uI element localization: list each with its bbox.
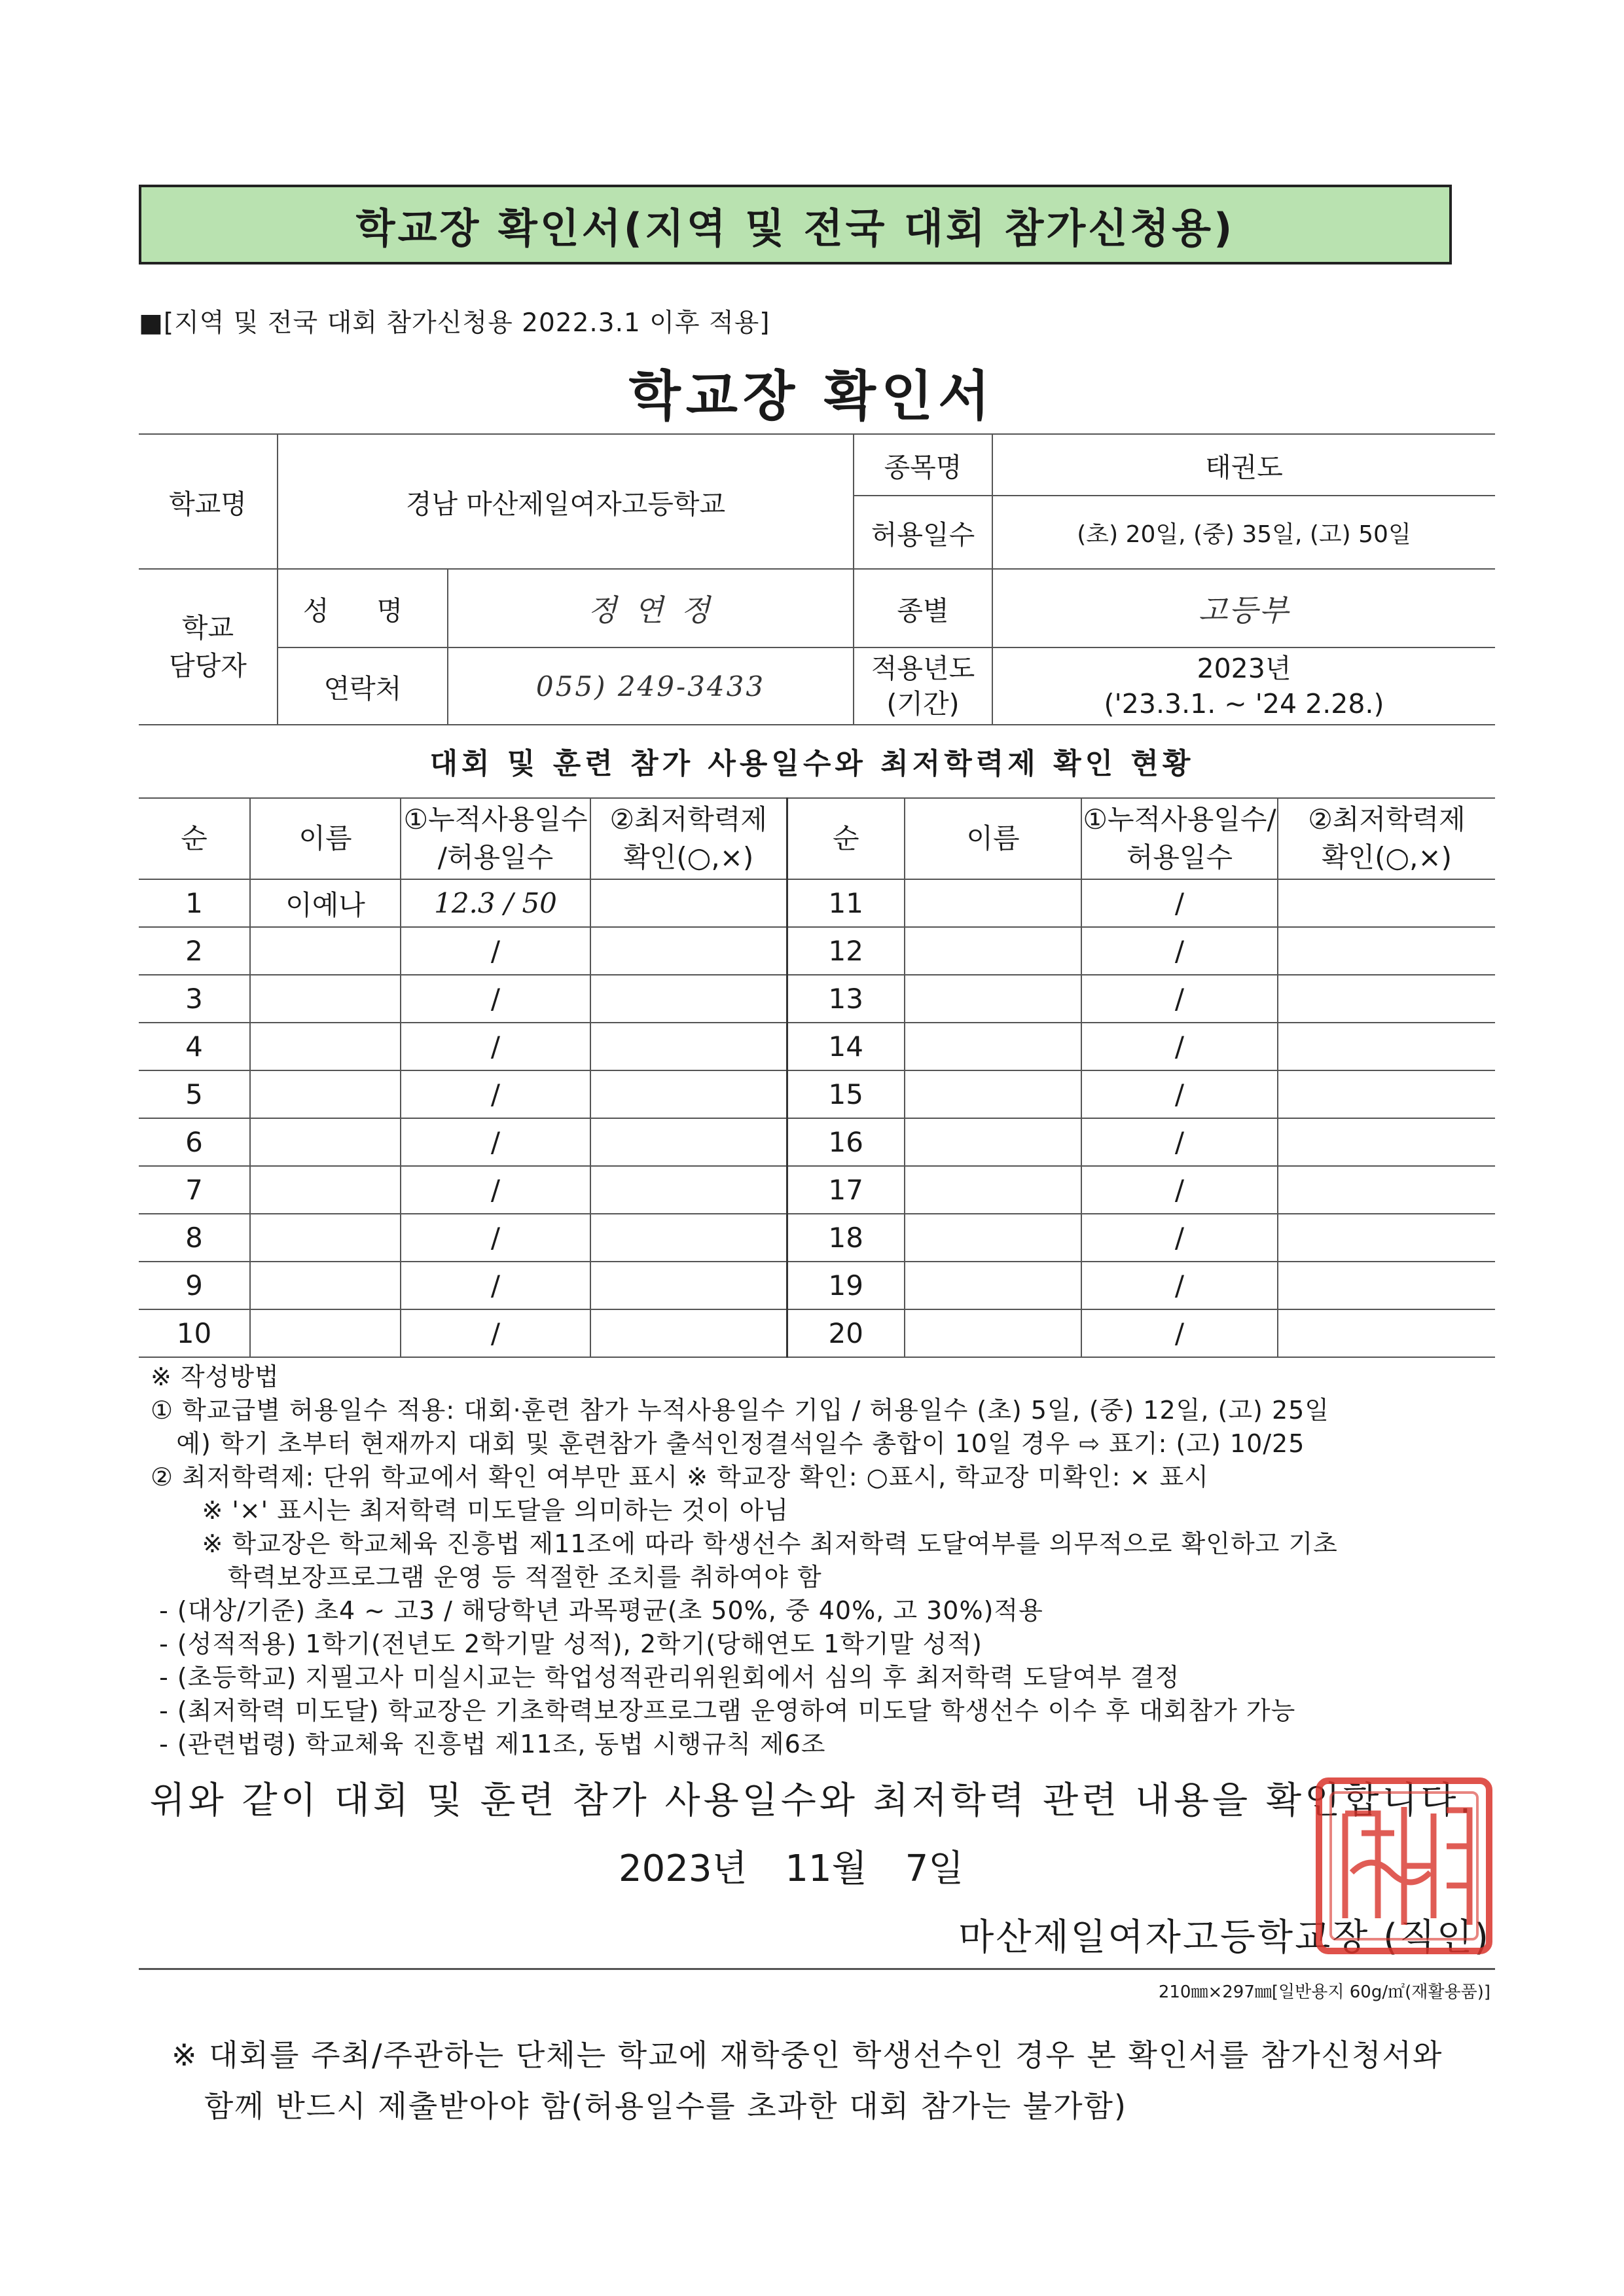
col-days-line-2: /허용일수 — [437, 841, 554, 873]
row-days: / — [401, 1023, 590, 1070]
instruction-line: ① 학교급별 허용일수 적용: 대회·훈련 참가 누적사용일수 기입 / 허용일수 (초) 5일, (중) 12일, (고) 25일 — [151, 1396, 1330, 1425]
row-name — [250, 927, 401, 975]
header-box-title: 학교장 확인서(지역 및 전국 대회 참가신청용) — [355, 204, 1235, 252]
col-days-line-1: ①누적사용일수 — [403, 803, 588, 835]
row-number: 10 — [139, 1309, 250, 1357]
row-number-right: 11 — [787, 879, 905, 927]
row-name: 이예나 — [250, 879, 401, 927]
row-name-right — [905, 1214, 1081, 1262]
row-number-right: 15 — [787, 1070, 905, 1118]
table-header-row — [139, 798, 1495, 879]
row-check — [590, 1309, 787, 1357]
row-name-right — [905, 1166, 1081, 1214]
instruction-line: ※ '×' 표시는 최저학력 미도달을 의미하는 것이 아님 — [151, 1496, 789, 1525]
row-name-right — [905, 975, 1081, 1023]
row-name — [250, 1166, 401, 1214]
row-check-right — [1278, 1309, 1495, 1357]
row-days-right: / — [1081, 1070, 1278, 1118]
row-days: / — [401, 1166, 590, 1214]
staff-label-line-2: 담당자 — [169, 650, 247, 682]
sport-value: 태권도 — [992, 434, 1495, 496]
school-value: 경남 마산제일여자고등학교 — [278, 434, 854, 569]
row-check-right — [1278, 1166, 1495, 1214]
table-row — [139, 1118, 1495, 1166]
row-check — [590, 879, 787, 927]
row-check-right — [1278, 1023, 1495, 1070]
row-check — [590, 1262, 787, 1309]
row-check — [590, 1070, 787, 1118]
writing-instructions — [151, 1360, 1492, 1761]
col-check-right-line-2: 확인(○,×) — [1321, 841, 1453, 873]
col-check-right — [1278, 798, 1495, 879]
row-name-right — [905, 1309, 1081, 1357]
row-number-right: 20 — [787, 1309, 905, 1357]
row-check — [590, 1023, 787, 1070]
table-row — [139, 1166, 1495, 1214]
year-label-line-2: (기간) — [886, 688, 960, 720]
row-name-right — [905, 879, 1081, 927]
row-name-right — [905, 927, 1081, 975]
row-number-right: 18 — [787, 1214, 905, 1262]
row-days: / — [401, 1118, 590, 1166]
year-label-line-1: 적용년도 — [871, 653, 975, 684]
col-no: 순 — [139, 798, 250, 879]
row-check-right — [1278, 879, 1495, 927]
confirmation-statement: 위와 같이 대회 및 훈련 참가 사용일수와 최저학력 관련 내용을 확인합니다. — [149, 1779, 1475, 1822]
info-table — [139, 433, 1495, 725]
row-check-right — [1278, 927, 1495, 975]
row-days: / — [401, 1309, 590, 1357]
allowed-days-value: (초) 20일, (중) 35일, (고) 50일 — [992, 496, 1495, 569]
instruction-line: - (최저학력 미도달) 학교장은 기초학력보장프로그램 운영하여 미도달 학생선수 이수 후 대회참가 가능 — [151, 1696, 1296, 1725]
row-days-right: / — [1081, 927, 1278, 975]
year-value-line-2: ('23.3.1. ~ '24 2.28.) — [1104, 688, 1384, 720]
row-check — [590, 1214, 787, 1262]
row-name — [250, 1309, 401, 1357]
instruction-line: - (성적적용) 1학기(전년도 2학기말 성적), 2학기(당해연도 1학기말 성적) — [151, 1630, 983, 1658]
row-number: 6 — [139, 1118, 250, 1166]
document-header-box — [139, 185, 1452, 264]
row-days-right: / — [1081, 1262, 1278, 1309]
row-check — [590, 1118, 787, 1166]
bottom-divider — [139, 1968, 1495, 1970]
row-number-right: 13 — [787, 975, 905, 1023]
row-number-right: 12 — [787, 927, 905, 975]
col-days-right-line-2: 허용일수 — [1126, 841, 1233, 873]
table-row — [139, 1262, 1495, 1309]
footer-line-2: 함께 반드시 제출받아야 함(허용일수를 초과한 대회 참가는 불가함) — [171, 2088, 1127, 2124]
row-check-right — [1278, 1118, 1495, 1166]
table-row — [139, 1214, 1495, 1262]
row-check — [590, 975, 787, 1023]
instruction-line: - (관련법령) 학교체육 진흥법 제11조, 동법 시행규칙 제6조 — [151, 1730, 826, 1758]
contact-value: 055) 249-3433 — [448, 647, 854, 725]
row-number: 9 — [139, 1262, 250, 1309]
row-name — [250, 1070, 401, 1118]
applicable-note: ■[지역 및 전국 대회 참가신청용 2022.3.1 이후 적용] — [139, 308, 770, 338]
row-name-right — [905, 1070, 1081, 1118]
division-value: 고등부 — [992, 569, 1495, 647]
table-row — [139, 1023, 1495, 1070]
table-row — [139, 927, 1495, 975]
row-number-right: 16 — [787, 1118, 905, 1166]
instruction-line: ※ 작성방법 — [151, 1362, 280, 1391]
col-days-right — [1081, 798, 1278, 879]
staff-label — [139, 569, 278, 725]
table-row — [139, 879, 1495, 927]
footer-note — [171, 2030, 1443, 2132]
official-seal-stamp — [1299, 1768, 1509, 1964]
row-number-right: 17 — [787, 1166, 905, 1214]
row-days-right: / — [1081, 1023, 1278, 1070]
year-value — [992, 647, 1495, 725]
participation-table — [139, 797, 1495, 1358]
name-label: 성 명 — [278, 569, 448, 647]
year-label — [854, 647, 992, 725]
row-name — [250, 1118, 401, 1166]
col-check-line-2: 확인(○,×) — [623, 841, 754, 873]
row-check-right — [1278, 1070, 1495, 1118]
section-title: 대회 및 훈련 참가 사용일수와 최저학력제 확인 현황 — [429, 747, 1195, 780]
row-days-right: / — [1081, 1309, 1278, 1357]
sport-label: 종목명 — [854, 434, 992, 496]
school-label: 학교명 — [139, 434, 278, 569]
row-days-right: / — [1081, 879, 1278, 927]
row-name — [250, 975, 401, 1023]
col-name-right: 이름 — [905, 798, 1081, 879]
row-number-right: 14 — [787, 1023, 905, 1070]
instruction-line: ※ 학교장은 학교체육 진흥법 제11조에 따라 학생선수 최저학력 도달여부를 의무적으로 확인하고 기초 — [151, 1529, 1338, 1558]
allowed-days-label: 허용일수 — [854, 496, 992, 569]
instruction-line: - (대상/기준) 초4 ~ 고3 / 해당학년 과목평균(초 50%, 중 40%, 고 30%)적용 — [151, 1596, 1043, 1625]
year-value-line-1: 2023년 — [1197, 653, 1291, 684]
col-days-right-line-1: ①누적사용일수/ — [1083, 803, 1276, 835]
row-number-right: 19 — [787, 1262, 905, 1309]
row-check-right — [1278, 975, 1495, 1023]
table-row — [139, 1309, 1495, 1357]
row-number: 8 — [139, 1214, 250, 1262]
row-number: 1 — [139, 879, 250, 927]
col-no-right: 순 — [787, 798, 905, 879]
row-days: 12.3 / 50 — [401, 879, 590, 927]
row-days-right: / — [1081, 1214, 1278, 1262]
contact-label: 연락처 — [278, 647, 448, 725]
row-days-right: / — [1081, 1118, 1278, 1166]
instruction-line: ② 최저학력제: 단위 학교에서 확인 여부만 표시 ※ 학교장 확인: ○표시, 학교장 미확인: × 표시 — [151, 1463, 1209, 1491]
row-days-right: / — [1081, 1166, 1278, 1214]
row-check — [590, 927, 787, 975]
main-title: 학교장 확인서 — [628, 365, 996, 428]
footer-line-1: ※ 대회를 주최/주관하는 단체는 학교에 재학중인 학생선수인 경우 본 확인서를 참가신청서와 — [171, 2037, 1443, 2073]
col-check-line-1: ②최저학력제 — [609, 803, 767, 835]
row-check-right — [1278, 1214, 1495, 1262]
row-number: 5 — [139, 1070, 250, 1118]
instruction-line: 예) 학기 초부터 현재까지 대회 및 훈련참가 출석인정결석일수 총합이 10일 경우 ⇨ 표기: (고) 10/25 — [151, 1429, 1305, 1458]
instruction-line: 학력보장프로그램 운영 등 적절한 조치를 취하여야 함 — [151, 1563, 822, 1592]
col-check-right-line-1: ②최저학력제 — [1308, 803, 1466, 835]
row-name-right — [905, 1118, 1081, 1166]
row-name — [250, 1262, 401, 1309]
row-days: / — [401, 1070, 590, 1118]
col-days — [401, 798, 590, 879]
instruction-line: - (초등학교) 지필고사 미실시교는 학업성적관리위원회에서 심의 후 최저학력 도달여부 결정 — [151, 1663, 1180, 1692]
table-row — [139, 975, 1495, 1023]
col-check — [590, 798, 787, 879]
paper-spec: 210㎜×297㎜[일반용지 60g/㎡(재활용품)] — [1158, 1982, 1490, 2002]
row-check — [590, 1166, 787, 1214]
row-name — [250, 1214, 401, 1262]
row-days: / — [401, 1214, 590, 1262]
row-days: / — [401, 1262, 590, 1309]
table-row — [139, 1070, 1495, 1118]
row-days: / — [401, 927, 590, 975]
row-days-right: / — [1081, 975, 1278, 1023]
row-number: 3 — [139, 975, 250, 1023]
row-check-right — [1278, 1262, 1495, 1309]
staff-label-line-1: 학교 — [181, 612, 234, 644]
row-name — [250, 1023, 401, 1070]
name-value: 정 연 정 — [448, 569, 854, 647]
row-number: 4 — [139, 1023, 250, 1070]
division-label: 종별 — [854, 569, 992, 647]
col-name: 이름 — [250, 798, 401, 879]
principal-signature: 마산제일여자고등학교장 (직인) — [958, 1916, 1490, 1959]
row-number: 2 — [139, 927, 250, 975]
row-number: 7 — [139, 1166, 250, 1214]
row-name-right — [905, 1262, 1081, 1309]
issue-date: 2023년 11월 7일 — [619, 1848, 964, 1890]
row-name-right — [905, 1023, 1081, 1070]
row-days: / — [401, 975, 590, 1023]
